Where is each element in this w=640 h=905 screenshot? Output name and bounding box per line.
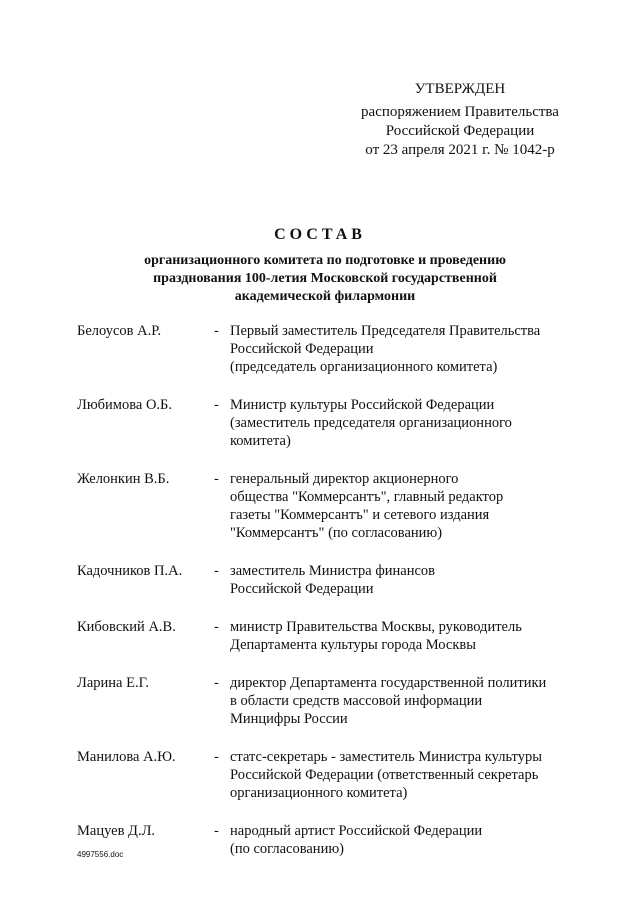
member-position-line: Первый заместитель Председателя Правительства — [230, 323, 541, 339]
member-position — [230, 322, 577, 376]
member-dash: - — [214, 749, 219, 765]
member-dash: - — [214, 675, 219, 691]
member-row — [77, 748, 577, 802]
member-dash: - — [214, 397, 219, 413]
member-position-line: (председатель организационного комитета) — [230, 359, 498, 375]
member-position-line: "Коммерсантъ" (по согласованию) — [230, 525, 443, 541]
member-position-line: министр Правительства Москвы, руководитель — [230, 619, 522, 635]
member-name: Мацуев Д.Л. — [77, 823, 156, 839]
member-position-line: общества "Коммерсантъ", главный редактор — [230, 489, 504, 505]
member-position-line: директор Департамента государственной политики — [230, 675, 547, 691]
member-position — [230, 396, 577, 450]
document-title: СОСТАВ — [274, 226, 366, 243]
member-position-line: (заместитель председателя организационного — [230, 415, 512, 431]
member-name: Манилова А.Ю. — [77, 749, 176, 765]
member-position — [230, 562, 577, 598]
subtitle-line: академической филармонии — [234, 289, 416, 304]
approval-block — [340, 80, 580, 160]
member-name: Любимова О.Б. — [77, 397, 172, 413]
member-row — [77, 618, 577, 654]
members-list — [77, 322, 577, 858]
member-name: Кадочников П.А. — [77, 563, 183, 579]
document-subtitle — [90, 252, 560, 306]
approval-line: распоряжением Правительства — [361, 104, 559, 120]
member-dash: - — [214, 323, 219, 339]
member-dash: - — [214, 823, 219, 839]
member-dash: - — [214, 619, 219, 635]
member-position-line: Минцифры России — [230, 711, 348, 727]
approval-line: от 23 апреля 2021 г. № 1042-р — [365, 142, 555, 158]
approval-line: Российской Федерации — [385, 123, 535, 139]
member-position-line: Российской Федерации — [230, 341, 374, 357]
member-position — [230, 822, 577, 858]
member-position-line: организационного комитета) — [230, 785, 408, 801]
member-position-line: Департамента культуры города Москвы — [230, 637, 476, 653]
file-name: 4997556.doc — [77, 850, 124, 859]
member-position-line: статс-секретарь - заместитель Министра культуры — [230, 749, 542, 765]
subtitle-line: празднования 100-летия Московской государственной — [153, 271, 497, 286]
member-position — [230, 748, 577, 802]
member-dash: - — [214, 471, 219, 487]
member-position-line: Российской Федерации — [230, 581, 374, 597]
member-position-line: народный артист Российской Федерации — [230, 823, 483, 839]
member-position — [230, 618, 577, 654]
member-position-line: в области средств массовой информации — [230, 693, 483, 709]
member-row — [77, 470, 577, 542]
member-position-line: генеральный директор акционерного — [230, 471, 459, 487]
member-row — [77, 822, 577, 858]
member-row — [77, 396, 577, 450]
member-position-line: газеты "Коммерсантъ" и сетевого издания — [230, 507, 490, 523]
member-position-line: (по согласованию) — [230, 841, 344, 857]
member-position-line: комитета) — [230, 433, 291, 449]
member-position-line: Министр культуры Российской Федерации — [230, 397, 495, 413]
member-row — [77, 562, 577, 598]
member-name: Кибовский А.В. — [77, 619, 176, 635]
member-row — [77, 322, 577, 376]
approval-heading: УТВЕРЖДЕН — [414, 81, 506, 97]
member-dash: - — [214, 563, 219, 579]
subtitle-line: организационного комитета по подготовке и проведению — [144, 253, 506, 268]
member-position — [230, 674, 577, 728]
member-name: Желонкин В.Б. — [77, 471, 170, 487]
member-row — [77, 674, 577, 728]
member-position — [230, 470, 577, 542]
member-name: Белоусов А.Р. — [77, 323, 162, 339]
member-position-line: заместитель Министра финансов — [230, 563, 435, 579]
member-name: Ларина Е.Г. — [77, 675, 149, 691]
member-position-line: Российской Федерации (ответственный секретарь — [230, 767, 539, 783]
